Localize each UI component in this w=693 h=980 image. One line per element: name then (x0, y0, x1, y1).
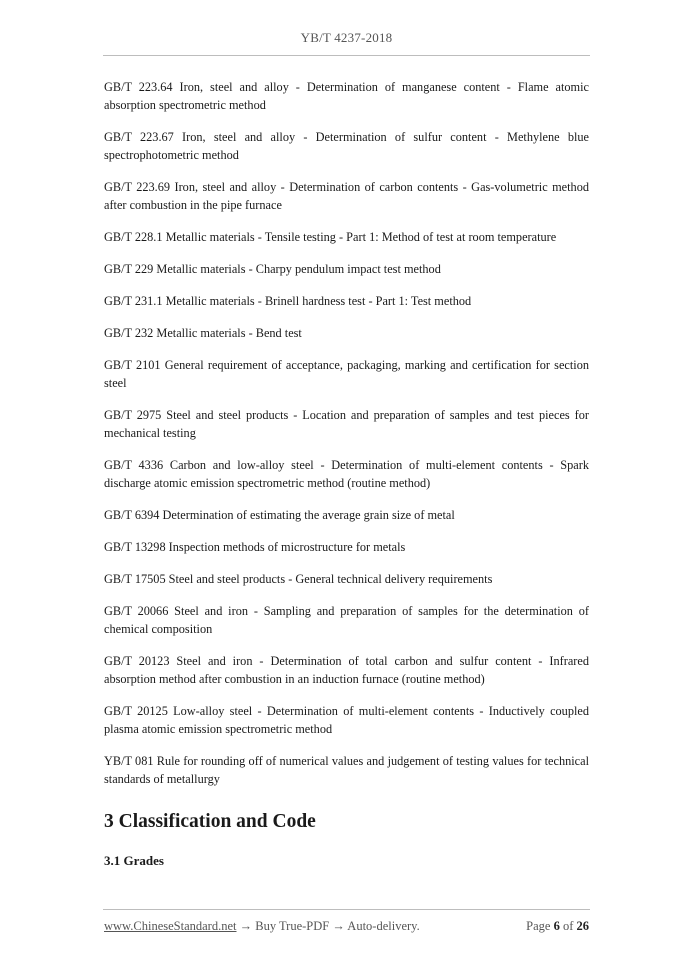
document-code: YB/T 4237-2018 (300, 30, 393, 45)
page-of: of (559, 919, 577, 933)
reference-item: GB/T 20123 Steel and iron - Determination of total carbon and sulfur content - Infrared absorption method after combustion in an induction furnace (routine method) (104, 654, 589, 686)
reference-item: GB/T 223.67 Iron, steel and alloy - Determination of sulfur content - Methylene blue spectrophotometric method (104, 130, 589, 162)
reference-item: GB/T 229 Metallic materials - Charpy pendulum impact test method (104, 262, 441, 276)
page-indicator (526, 919, 589, 934)
footer-tagline: → Buy True-PDF → Auto-delivery. (236, 919, 420, 933)
reference-item: GB/T 20066 Steel and iron - Sampling and preparation of samples for the determination of chemical composition (104, 604, 589, 636)
reference-item: GB/T 2975 Steel and steel products - Location and preparation of samples and test pieces for mechanical testing (104, 408, 589, 440)
reference-item: GB/T 2101 General requirement of acceptance, packaging, marking and certification for section steel (104, 358, 589, 390)
reference-item: GB/T 20125 Low-alloy steel - Determination of multi-element contents - Inductively coupled plasma atomic emission spectrometric method (104, 704, 589, 736)
page-current: 6 (553, 919, 560, 933)
reference-item: GB/T 13298 Inspection methods of microstructure for metals (104, 540, 406, 554)
header-divider (103, 55, 590, 56)
page-content (104, 78, 589, 870)
page-header (0, 30, 693, 46)
reference-item: GB/T 6394 Determination of estimating the average grain size of metal (104, 508, 455, 522)
section-heading: 3 Classification and Code (104, 811, 316, 832)
footer-divider (103, 909, 590, 910)
reference-item: GB/T 17505 Steel and steel products - General technical delivery requirements (104, 572, 493, 586)
reference-item: YB/T 081 Rule for rounding off of numerical values and judgement of testing values for technical standards of metallurgy (104, 754, 589, 786)
page-label: Page (526, 919, 554, 933)
site-link[interactable]: www.ChineseStandard.net (104, 919, 237, 933)
reference-item: GB/T 232 Metallic materials - Bend test (104, 326, 302, 340)
page-footer (104, 919, 589, 934)
reference-item: GB/T 223.69 Iron, steel and alloy - Determination of carbon contents - Gas-volumetric method after combustion in the pipe furnace (104, 180, 589, 212)
subsection-heading: 3.1 Grades (104, 853, 164, 868)
reference-item: GB/T 228.1 Metallic materials - Tensile testing - Part 1: Method of test at room temperature (104, 230, 557, 244)
reference-item: GB/T 4336 Carbon and low-alloy steel - Determination of multi-element contents - Spark discharge atomic emission spectrometric method (routine method) (104, 458, 589, 490)
reference-item: GB/T 223.64 Iron, steel and alloy - Determination of manganese content - Flame atomic absorption spectrometric method (104, 80, 589, 112)
page-total: 26 (576, 919, 589, 933)
reference-item: GB/T 231.1 Metallic materials - Brinell hardness test - Part 1: Test method (104, 294, 472, 308)
footer-promo (104, 919, 420, 934)
